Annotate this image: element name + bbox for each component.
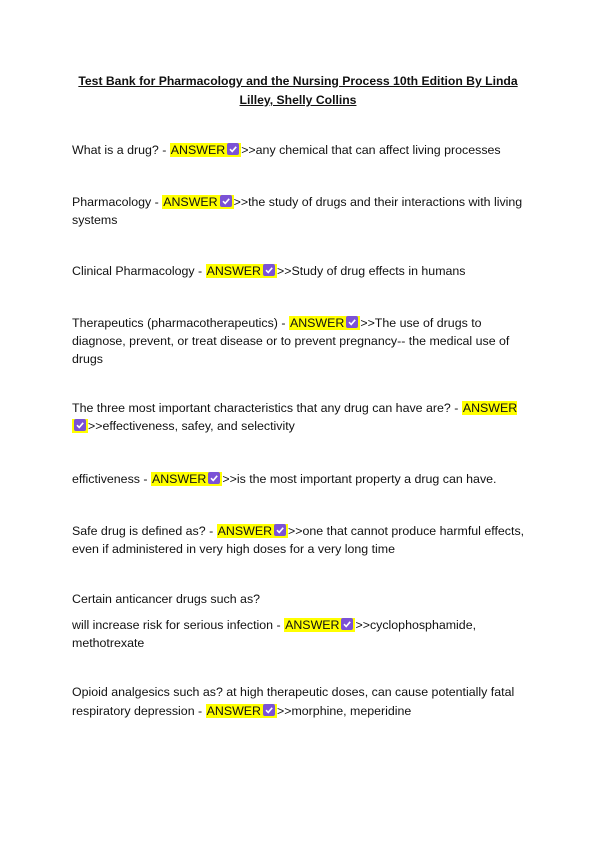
checkmark-icon xyxy=(220,195,232,207)
checkmark-icon xyxy=(208,472,220,484)
question-text: What is a drug? - xyxy=(72,143,170,157)
answer-text: >>one that cannot produce harmful effects, even if administered in very high doses for a very long time xyxy=(72,524,525,556)
checkmark-icon xyxy=(274,524,286,536)
question-text: Therapeutics (pharmacotherapeutics) - xyxy=(72,316,289,330)
question-text: Clinical Pharmacology - xyxy=(72,264,206,278)
answer-text: >>The use of drugs to diagnose, prevent, or treat disease or to prevent pregnancy-- the medical use of drugs xyxy=(72,316,510,366)
answer-text: >>morphine, meperidine xyxy=(277,704,412,718)
document-title: Test Bank for Pharmacology and the Nursing Process 10th Edition By Linda Lilley, Shelly Collins xyxy=(78,74,518,107)
answer-label: ANSWER xyxy=(151,472,222,486)
question-text: Pharmacology - xyxy=(72,195,163,209)
answer-label: ANSWER xyxy=(284,618,355,632)
question-text: effictiveness - xyxy=(72,472,151,486)
answer-text: >>effectiveness, safey, and selectivity xyxy=(88,419,295,433)
qa-item xyxy=(72,616,532,652)
question-text: will increase risk for serious infection - xyxy=(72,618,285,632)
answer-text: >>the study of drugs and their interactions with living systems xyxy=(72,195,523,227)
checkmark-icon xyxy=(263,264,275,276)
answer-label: ANSWER xyxy=(206,264,277,278)
qa-item-pre-line xyxy=(72,683,532,701)
qa-item xyxy=(72,193,532,229)
checkmark-icon xyxy=(346,316,358,328)
qa-item xyxy=(72,470,532,488)
answer-label: ANSWER xyxy=(206,704,277,718)
checkmark-icon xyxy=(341,618,353,630)
qa-item xyxy=(72,141,532,159)
answer-label: ANSWER xyxy=(217,524,288,538)
qa-item xyxy=(72,522,532,558)
answer-label: ANSWER xyxy=(162,195,233,209)
answer-label: ANSWER xyxy=(72,401,517,433)
checkmark-icon xyxy=(263,704,275,716)
qa-item-pre-line xyxy=(72,590,532,608)
answer-text: >>cyclophosphamide, methotrexate xyxy=(72,618,477,650)
question-text: respiratory depression - xyxy=(72,704,206,718)
answer-label: ANSWER xyxy=(170,143,241,157)
qa-item xyxy=(72,399,532,435)
qa-item xyxy=(72,314,532,368)
answer-text: >>Study of drug effects in humans xyxy=(276,264,466,278)
qa-item xyxy=(72,262,532,280)
question-text: Certain anticancer drugs such as? xyxy=(72,592,261,606)
checkmark-icon xyxy=(227,143,239,155)
checkmark-icon xyxy=(74,419,86,431)
answer-label: ANSWER xyxy=(289,316,360,330)
question-text: Safe drug is defined as? - xyxy=(72,524,217,538)
answer-text: >>is the most important property a drug can have. xyxy=(222,472,497,486)
question-text: Opioid analgesics such as? at high therapeutic doses, can cause potentially fatal xyxy=(72,685,515,699)
question-text: The three most important characteristics that any drug can have are? - xyxy=(72,401,462,415)
qa-item xyxy=(72,702,532,720)
answer-text: >>any chemical that can affect living processes xyxy=(241,143,501,157)
